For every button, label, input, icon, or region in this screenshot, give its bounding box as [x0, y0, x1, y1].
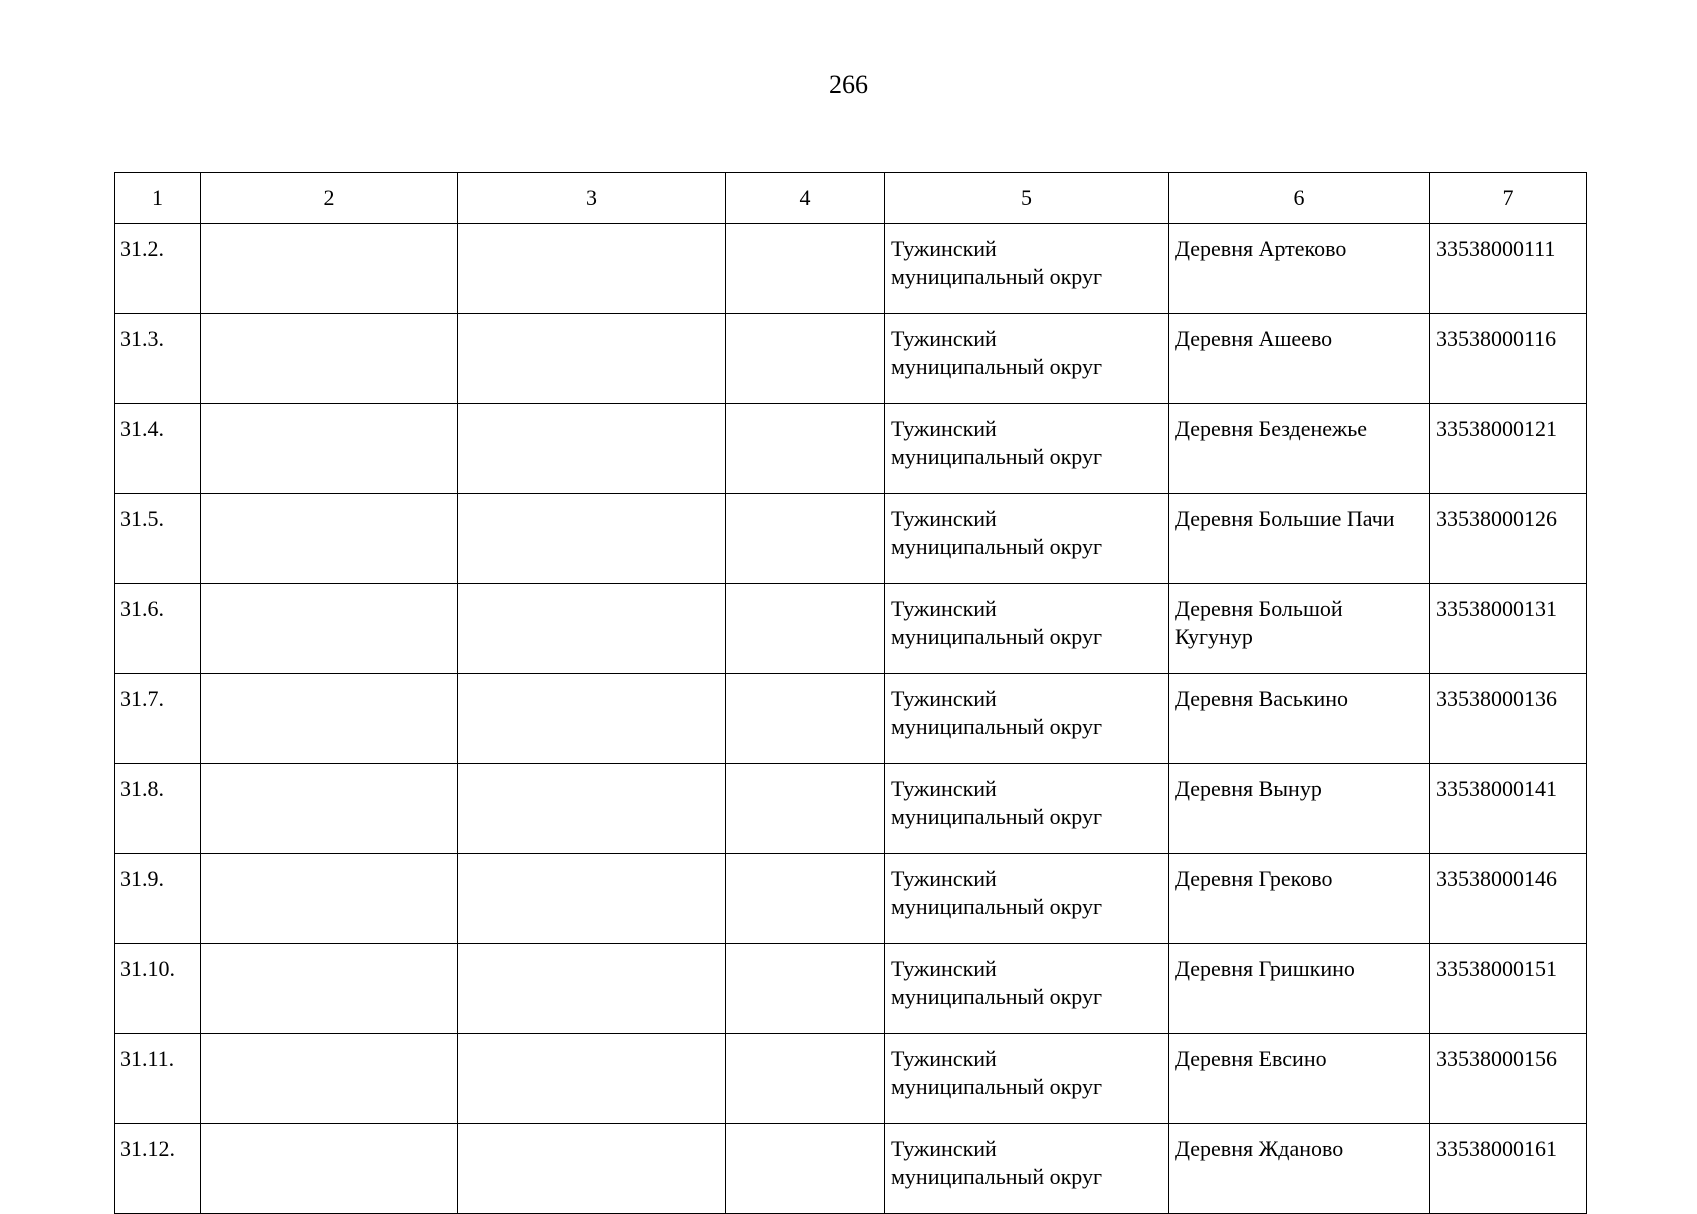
settlement-cell: Деревня Ашеево	[1169, 314, 1430, 404]
empty-cell-col3	[458, 494, 726, 584]
empty-cell-col3	[458, 1124, 726, 1214]
empty-cell-col3	[458, 404, 726, 494]
row-number-cell: 31.2.	[115, 224, 201, 314]
empty-cell-col3	[458, 314, 726, 404]
district-cell	[885, 854, 1169, 944]
empty-cell-col4	[726, 224, 885, 314]
district-name: Тужинский	[891, 506, 997, 531]
settlement-cell: Деревня Безденежье	[1169, 404, 1430, 494]
settlement-cell: Деревня Гришкино	[1169, 944, 1430, 1034]
empty-cell-col2	[201, 854, 458, 944]
district-name: Тужинский	[891, 866, 997, 891]
row-number-cell: 31.10.	[115, 944, 201, 1034]
row-number-cell: 31.8.	[115, 764, 201, 854]
row-number-cell: 31.9.	[115, 854, 201, 944]
empty-cell-col4	[726, 494, 885, 584]
column-header-4: 4	[726, 173, 885, 224]
code-cell: 33538000111	[1430, 224, 1587, 314]
row-number-cell: 31.5.	[115, 494, 201, 584]
settlements-table	[114, 172, 1587, 1214]
district-type: муниципальный округ	[891, 444, 1103, 469]
empty-cell-col2	[201, 764, 458, 854]
district-type: муниципальный округ	[891, 264, 1103, 289]
district-cell	[885, 764, 1169, 854]
table-row	[115, 584, 1587, 674]
district-type: муниципальный округ	[891, 894, 1103, 919]
district-name: Тужинский	[891, 596, 997, 621]
empty-cell-col4	[726, 314, 885, 404]
row-number-cell: 31.12.	[115, 1124, 201, 1214]
code-cell: 33538000136	[1430, 674, 1587, 764]
table-row	[115, 1124, 1587, 1214]
empty-cell-col4	[726, 944, 885, 1034]
district-cell	[885, 494, 1169, 584]
empty-cell-col2	[201, 314, 458, 404]
empty-cell-col4	[726, 404, 885, 494]
row-number-cell: 31.4.	[115, 404, 201, 494]
empty-cell-col2	[201, 944, 458, 1034]
settlement-cell: Деревня Греково	[1169, 854, 1430, 944]
settlement-cell: Деревня Вынур	[1169, 764, 1430, 854]
district-name: Тужинский	[891, 776, 997, 801]
district-cell	[885, 584, 1169, 674]
district-cell	[885, 1124, 1169, 1214]
district-cell	[885, 1034, 1169, 1124]
district-name: Тужинский	[891, 686, 997, 711]
empty-cell-col3	[458, 854, 726, 944]
district-type: муниципальный округ	[891, 1164, 1103, 1189]
table-header-row	[115, 173, 1587, 224]
table-row	[115, 314, 1587, 404]
district-name: Тужинский	[891, 956, 997, 981]
empty-cell-col4	[726, 674, 885, 764]
district-cell	[885, 404, 1169, 494]
code-cell: 33538000146	[1430, 854, 1587, 944]
table-row	[115, 944, 1587, 1034]
code-cell: 33538000161	[1430, 1124, 1587, 1214]
district-type: муниципальный округ	[891, 354, 1103, 379]
table-row	[115, 764, 1587, 854]
code-cell: 33538000121	[1430, 404, 1587, 494]
column-header-6: 6	[1169, 173, 1430, 224]
district-cell	[885, 224, 1169, 314]
district-type: муниципальный округ	[891, 714, 1103, 739]
row-number-cell: 31.7.	[115, 674, 201, 764]
empty-cell-col2	[201, 494, 458, 584]
column-header-3: 3	[458, 173, 726, 224]
district-name: Тужинский	[891, 416, 997, 441]
column-header-7: 7	[1430, 173, 1587, 224]
district-name: Тужинский	[891, 1046, 997, 1071]
empty-cell-col2	[201, 404, 458, 494]
district-name: Тужинский	[891, 1136, 997, 1161]
district-type: муниципальный округ	[891, 804, 1103, 829]
district-name: Тужинский	[891, 326, 997, 351]
empty-cell-col3	[458, 674, 726, 764]
empty-cell-col3	[458, 224, 726, 314]
district-name: Тужинский	[891, 236, 997, 261]
table-row	[115, 1034, 1587, 1124]
row-number-cell: 31.11.	[115, 1034, 201, 1124]
empty-cell-col3	[458, 584, 726, 674]
column-header-1: 1	[115, 173, 201, 224]
table-row	[115, 224, 1587, 314]
district-type: муниципальный округ	[891, 624, 1103, 649]
empty-cell-col4	[726, 764, 885, 854]
empty-cell-col4	[726, 1034, 885, 1124]
code-cell: 33538000116	[1430, 314, 1587, 404]
settlement-cell: Деревня Васькино	[1169, 674, 1430, 764]
empty-cell-col2	[201, 224, 458, 314]
district-cell	[885, 944, 1169, 1034]
empty-cell-col2	[201, 674, 458, 764]
settlement-cell: Деревня Большие Пачи	[1169, 494, 1430, 584]
settlement-cell: Деревня Большой Кугунур	[1169, 584, 1430, 674]
code-cell: 33538000141	[1430, 764, 1587, 854]
empty-cell-col2	[201, 1034, 458, 1124]
column-header-5: 5	[885, 173, 1169, 224]
empty-cell-col4	[726, 584, 885, 674]
table-row	[115, 404, 1587, 494]
page-number: 266	[829, 70, 868, 99]
settlement-cell: Деревня Евсино	[1169, 1034, 1430, 1124]
table-body	[115, 224, 1587, 1214]
settlement-cell: Деревня Артеково	[1169, 224, 1430, 314]
code-cell: 33538000156	[1430, 1034, 1587, 1124]
empty-cell-col2	[201, 1124, 458, 1214]
empty-cell-col4	[726, 1124, 885, 1214]
settlement-cell: Деревня Жданово	[1169, 1124, 1430, 1214]
table-row	[115, 494, 1587, 584]
table-row	[115, 854, 1587, 944]
empty-cell-col3	[458, 1034, 726, 1124]
row-number-cell: 31.3.	[115, 314, 201, 404]
district-type: муниципальный округ	[891, 534, 1103, 559]
district-cell	[885, 314, 1169, 404]
empty-cell-col2	[201, 584, 458, 674]
district-type: муниципальный округ	[891, 1074, 1103, 1099]
empty-cell-col3	[458, 944, 726, 1034]
column-header-2: 2	[201, 173, 458, 224]
empty-cell-col4	[726, 854, 885, 944]
district-type: муниципальный округ	[891, 984, 1103, 1009]
table-row	[115, 674, 1587, 764]
code-cell: 33538000151	[1430, 944, 1587, 1034]
code-cell: 33538000126	[1430, 494, 1587, 584]
district-cell	[885, 674, 1169, 764]
empty-cell-col3	[458, 764, 726, 854]
code-cell: 33538000131	[1430, 584, 1587, 674]
row-number-cell: 31.6.	[115, 584, 201, 674]
